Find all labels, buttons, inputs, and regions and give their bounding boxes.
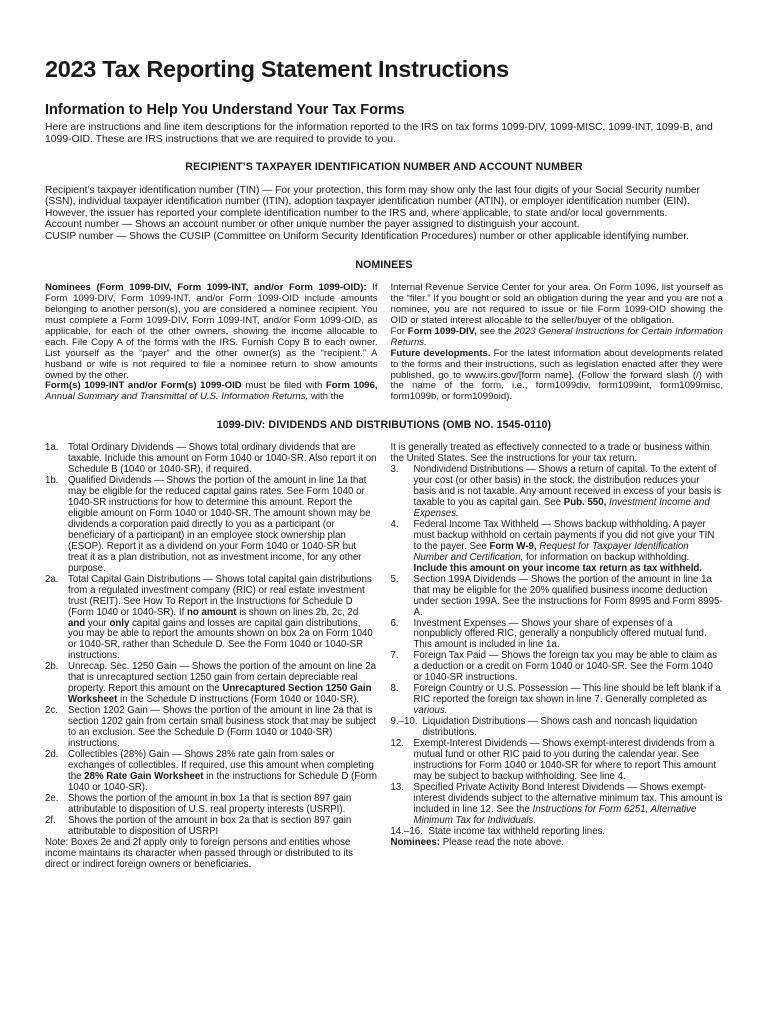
list-item-7: [391, 651, 724, 684]
nominees-right-column: [391, 283, 724, 403]
item-emphasis: only: [109, 617, 130, 629]
list-item-2d: [45, 750, 378, 794]
item-number: 2b.: [45, 661, 59, 673]
list-item-2c: [45, 706, 378, 750]
item-number: 5.: [390, 573, 399, 585]
list-item-6: [391, 619, 724, 652]
item-text-part: Federal Income Tax Withheld — Shows backup withholding. A payer must backup withhold on certain payments if you did not give your TIN to the payer. See: [413, 518, 715, 552]
div-section-heading: 1099-DIV: DIVIDENDS AND DISTRIBUTIONS (OMB NO. 1545-0110): [216, 419, 552, 432]
form-filing-end: with the: [308, 391, 344, 403]
item-number: 7.: [390, 650, 399, 662]
tin-section-body: [45, 185, 723, 243]
item-text: State income tax withheld reporting lines.: [428, 825, 606, 837]
item-text: Investment Expenses — Shows your share of expenses of a nonpublicly offered RIC, generally a nonpublicly offered mutual fund. This amount is included in line 1a.: [413, 617, 707, 651]
item-text: [68, 662, 378, 706]
item-italic: Request for Taxpayer Identification Number and Certification,: [413, 540, 689, 563]
item-number: 2a.: [45, 573, 59, 585]
item-number: 2f.: [45, 814, 56, 826]
list-item-2f: [45, 816, 378, 838]
form-1099-div-label: Form 1099-DIV,: [407, 325, 477, 337]
item-text-part: Foreign Country or U.S. Possession — This line should be left blank if a RIC reported the foreign tax shown in line 7. Generally completed as: [413, 683, 721, 706]
account-number-paragraph: Account number — Shows an account number or other unique number the payer assigned to distinguish your account.: [45, 219, 580, 231]
form-filing-paragraph: [45, 381, 378, 403]
item-text: Shows the portion of the amount in box 1a that is section 897 gain attributable to disposition of U.S. real property interests (USRPI).: [68, 792, 352, 815]
item-number: 12.: [390, 738, 404, 750]
item-number: 8.: [390, 683, 399, 695]
tin-section-heading: RECIPIENT’S TAXPAYER IDENTIFICATION NUMBER AND ACCOUNT NUMBER: [185, 160, 583, 173]
list-item-4: [391, 520, 724, 575]
item-text: Exempt-Interest Dividends — Shows exempt-interest dividends from a mutual fund or other RIC paid to you during the calendar year. See instructions for Form 1040 or 1040-SR for where to report This amount may be subject to backup withholding. See line 4.: [413, 738, 716, 782]
future-developments-label: Future developments.: [390, 347, 491, 359]
page-subtitle: Information to Help You Understand Your Tax Forms: [45, 102, 405, 118]
form-1099-div-pre: For: [390, 325, 408, 337]
item-text: Section 1202 Gain — Shows the portion of the amount in line 2a that is section 1202 gain from certain small business stock that may be subject to an exclusion. See the Schedule D (Form 1040 or 1040-SR) instructions.: [68, 705, 376, 750]
nominees-left-column: [45, 283, 378, 403]
item-text-part: for information on backup withholding.: [523, 551, 690, 563]
item-text: Section 199A Dividends — Shows the portion of the amount in line 1a that may be eligible for the 20% qualified business income deduction under section 199A. See the instructions for Form 8995 and Form 8995-A.: [413, 573, 723, 618]
item-number: 13.: [390, 781, 404, 793]
item-text-part: Nondividend Distributions — Shows a return of capital. To the extent of your cost (or other basis) in the stock, the distribution reduces your basis and is not taxable. Any amount received in excess of your basis is taxable to you as capital gain. See: [413, 464, 721, 509]
future-developments-text: For the latest information about developments related to the forms and their instructions, such as legislation enacted after they were published, go to www.irs.gov/[form name]. (Follow the forward slash (/) with the name of the form, i.e., form1099div, form1099int, form1099misc, form1099b, or form1099oid).: [390, 347, 723, 403]
nominees-note: [391, 838, 724, 849]
item-text-part: in the Schedule D instructions (Form 1040 or 1040-SR).: [117, 694, 360, 706]
item-text-part: Specified Private Activity Bond Interest Dividends — Shows exempt-interest dividends subject to the alternative minimum tax. This amount is included in line 12. See the: [413, 781, 723, 815]
list-item-5: [391, 575, 724, 619]
item-emphasis: 28% Rate Gain Worksheet: [84, 770, 204, 782]
item-text: [414, 520, 724, 575]
page-title: 2023 Tax Reporting Statement Instructions: [45, 56, 509, 82]
nominees-note-text: Please read the note above.: [440, 836, 564, 848]
item-text: [414, 684, 724, 717]
future-developments-paragraph: [391, 349, 724, 404]
div-right-column: [391, 443, 724, 870]
form-1096-label: Form 1096,: [325, 380, 378, 392]
list-item-13: [391, 783, 724, 827]
item-text: [414, 465, 724, 520]
nominees-label: Nominees (Form 1099-DIV, Form 1099-INT, and/or Form 1099-OID):: [45, 282, 367, 294]
item-emphasis: Pub. 550,: [563, 497, 607, 509]
nominees-note-label: Nominees:: [390, 836, 441, 848]
item-number: 9.–10.: [390, 716, 418, 728]
item-text: Shows the portion of the amount in box 2a that is section 897 gain attributable to disposition of USRPI: [68, 814, 352, 837]
list-item-2a: [45, 575, 378, 663]
item-emphasis: and: [68, 617, 86, 629]
item-text: Foreign Tax Paid — Shows the foreign tax you may be able to claim as a deduction or a credit on Form 1040 or 1040-SR. See the Form 1040 or 1040-SR instructions.: [413, 650, 718, 684]
item-text: Qualified Dividends — Shows the portion of the amount in line 1a that may be eligible for the reduced capital gains rates. See Form 1040 or 1040-SR instructions for how to determine this amount. Report the eligible amount on Form 1040 or 1040-SR. The amount shown may be dividends a corporation paid directly to you as a participant (or beneficiary of a participant) in an employee stock ownership plan (ESOP). Report it as a dividend on your Form 1040 or 1040-SR but treat it as a plan distribution, not as investment income, for any other purpose.: [68, 475, 371, 574]
list-item-1a: [45, 443, 378, 476]
form-1099-div-paragraph: [391, 327, 724, 349]
item-text-part: Total Capital Gain Distributions — Shows total capital gain distributions from a regulated investment company (RIC) or real estate investment trust (REIT). See How To Report in the Instructions for Schedule D (Form 1040 or 1040-SR). If: [68, 573, 372, 618]
item-number: 2d.: [45, 748, 59, 760]
item-italic: various.: [413, 705, 448, 717]
form-1099-div-mid: see the: [476, 325, 515, 337]
list-item-8: [391, 684, 724, 717]
list-item-9-10: [391, 717, 724, 739]
nominees-text: If Form 1099-DIV, Form 1099-INT, and/or Form 1099-OID include amounts belonging to another person(s), you are considered a nominee recipient. You must complete a Form 1099-DIV, Form 1099-INT, and/or Form 1099-OID, as applicable, for each of the other owners, showing the income allocable to each. File Copy A of the forms with the IRS. Furnish Copy B to each owner. List yourself as the “payer” and the other owner(s) as the “recipient.” A husband or wife is not required to file a nominee return to show amounts owned by the other.: [45, 282, 378, 381]
item-number: 1a.: [45, 442, 59, 454]
item-text-part: in the instructions for Schedule D (Form 1040 or 1040-SR).: [68, 770, 377, 793]
div-left-column: [45, 443, 378, 870]
list-item-3: [391, 465, 724, 520]
tin-paragraph: Recipient’s taxpayer identification number (TIN) — For your protection, this form may show only the last four digits of your Social Security number (SSN), individual taxpayer identification number (ITIN), adoption taxpayer identification number (ATIN), or employer identification number (EIN). However, the issuer has reported your complete identification number to the IRS and, where applicable, to state and/or local governments.: [45, 184, 700, 219]
intro-paragraph: Here are instructions and line item descriptions for the information reported to the IRS on tax forms 1099-DIV, 1099-MISC, 1099-INT, 1099-B, and 1099-OID. These are IRS instructions that we are required to provide to you.: [45, 122, 713, 145]
item-number: 3.: [390, 464, 399, 476]
item-number: 4.: [390, 518, 399, 530]
continued-text: It is generally treated as effectively connected to a trade or business within the United States. See the instructions for your tax return.: [390, 442, 710, 465]
item-text: [68, 575, 378, 663]
item-text: Liquidation Distributions — Shows cash and noncash liquidation distributions.: [422, 716, 698, 739]
item-number: 2e.: [45, 792, 59, 804]
nominees-heading: NOMINEES: [355, 259, 413, 272]
item-text-part: Unrecap. Sec. 1250 Gain — Shows the portion of the amount on line 2a that is unrecaptured section 1250 gain from certain depreciable real property. Report this amount on the: [68, 661, 377, 695]
item-emphasis: no amount: [186, 606, 237, 618]
item-emphasis: Unrecaptured Section 1250 Gain Worksheet: [68, 683, 372, 706]
item-number: 6.: [390, 617, 399, 629]
item-text: [414, 783, 724, 827]
nominees-columns: [45, 283, 723, 403]
boxes-note: Note: Boxes 2e and 2f apply only to foreign persons and entities whose income maintains its character when passed through or distributed to its direct or indirect foreign owners or beneficiaries.: [45, 836, 354, 870]
form-filing-text: must be filed with: [241, 380, 326, 392]
list-item-2e: [45, 794, 378, 816]
div-columns: [45, 443, 723, 870]
item-emphasis: Form W-9,: [489, 540, 537, 552]
cusip-paragraph: CUSIP number — Shows the CUSIP (Committee on Uniform Security Identification Procedures) number or other applicable identifying number.: [45, 230, 689, 242]
list-item-12: [391, 739, 724, 783]
item-number: 2c.: [45, 705, 58, 717]
item-text-part: capital gains and losses are capital gain distributions, you may be able to report the amounts shown on box 2a on Form 1040 or 1040-SR, rather than Schedule D. See the Form 1040 or 1040-SR instructions.: [68, 617, 373, 662]
irs-center-paragraph: Internal Revenue Service Center for your area. On Form 1096, list yourself as the “filer.” If you bought or sold an obligation during the year and you are not a nominee, you are not required to issue or file Form 1099-OID showing the OID or stated interest allocable to the seller/buyer of the obligation.: [390, 282, 723, 327]
item-text-part: is shown on lines 2b, 2c, 2d: [236, 606, 359, 618]
form-1096-title: Annual Summary and Transmittal of U.S. Information Returns,: [45, 391, 309, 403]
item-text-part: Collectibles (28%) Gain — Shows 28% rate gain from sales or exchanges of collectibles. If required, use this amount when completing the: [68, 748, 374, 782]
item-number: 14.–16.: [390, 825, 423, 837]
item-number: 1b.: [45, 475, 59, 487]
form-filing-label: Form(s) 1099-INT and/or Form(s) 1099-OID: [45, 380, 242, 392]
item-emphasis: Include this amount on your income tax return as tax withheld.: [413, 562, 703, 574]
list-item-1b: [45, 476, 378, 575]
item-text-part: your: [85, 617, 110, 629]
item-text: Total Ordinary Dividends — Shows total ordinary dividends that are taxable. Include this amount on Form 1040 or 1040-SR. Also report it on Schedule B (1040 or 1040-SR), if required.: [68, 442, 377, 476]
item-italic: Investment Income and Expenses.: [413, 497, 710, 519]
item-text: [68, 750, 378, 794]
general-instructions-title: 2023 General Instructions for Certain Information Returns.: [390, 325, 723, 348]
list-item-2b: [45, 662, 378, 706]
nominees-paragraph: [45, 283, 378, 381]
item-italic: Instructions for Form 6251, Alternative Minimum Tax for Individuals.: [413, 803, 697, 826]
